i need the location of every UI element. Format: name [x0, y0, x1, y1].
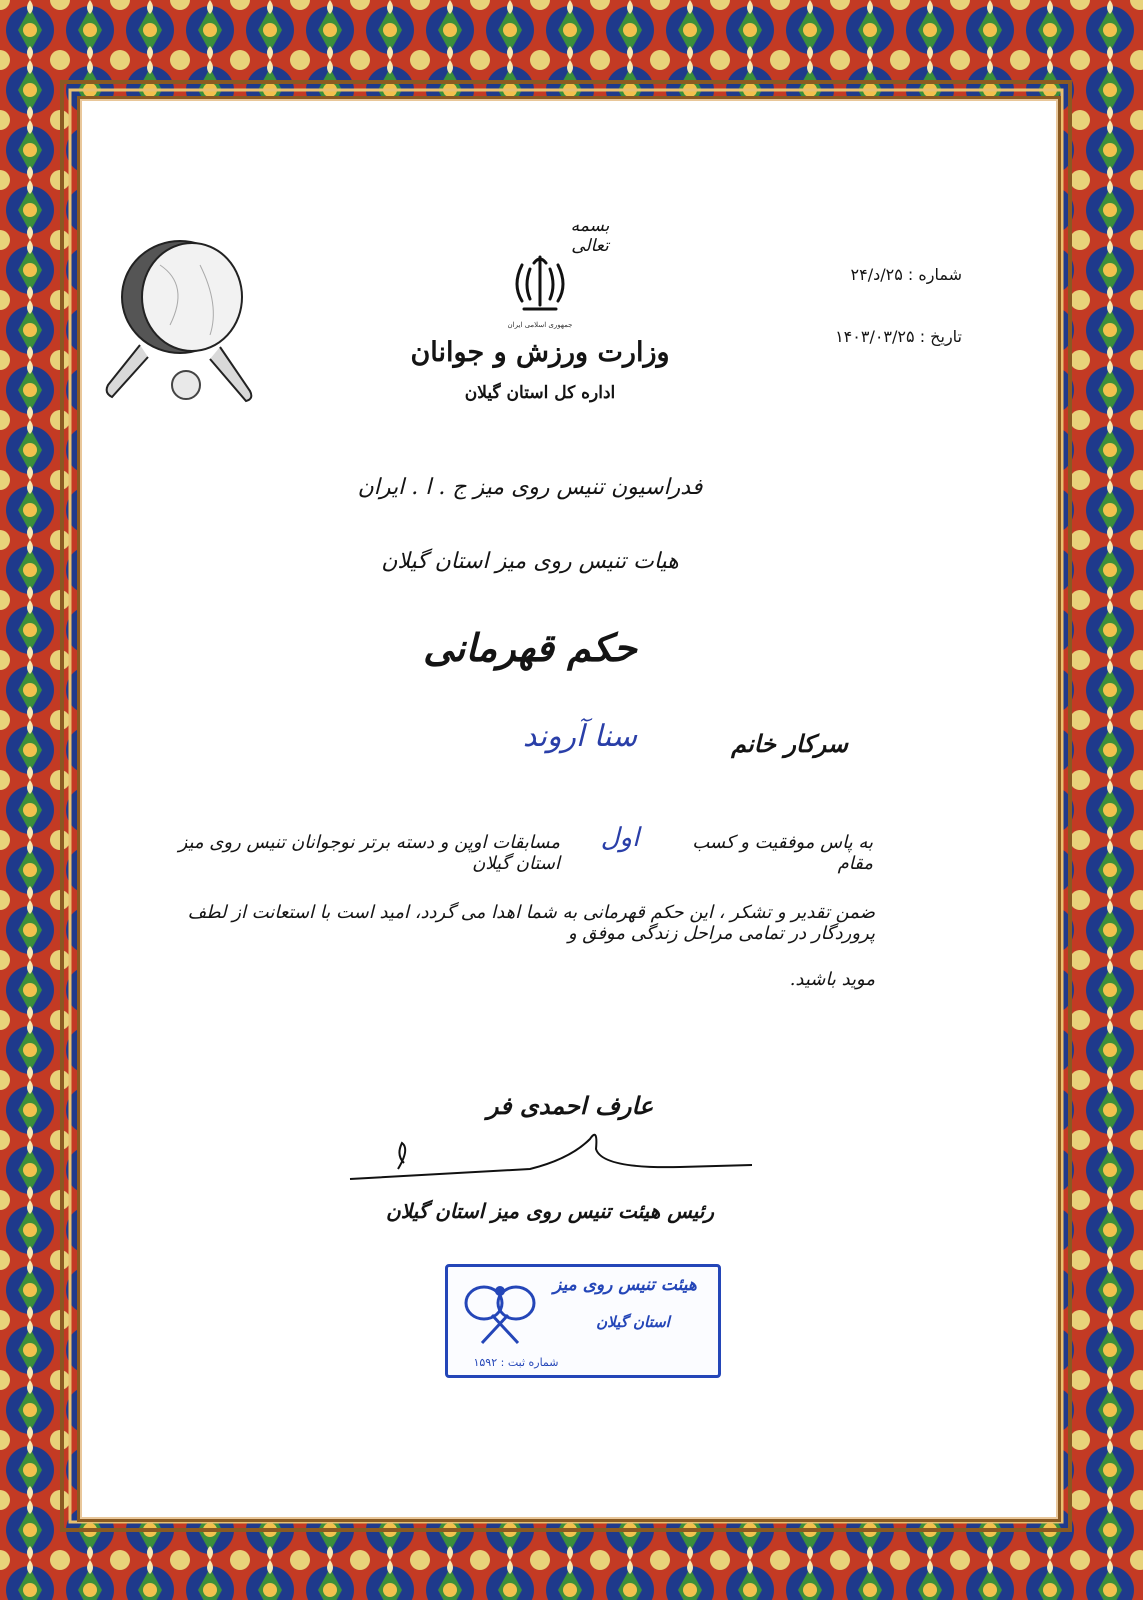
stamp-province: استان گیلان [596, 1313, 670, 1331]
handwritten-signature [340, 1099, 760, 1209]
signer-title: رئیس هیئت تنیس روی میز استان گیلان [386, 1199, 714, 1223]
certificate-paper [77, 96, 1061, 1522]
date-label: تاریخ : [919, 327, 962, 346]
emblem-caption: جمهوری اسلامی ایران [507, 321, 573, 329]
official-stamp [445, 1264, 721, 1378]
table-tennis-paddles-icon [100, 235, 260, 411]
body-line-2: ضمن تقدیر و تشکر ، این حکم قهرمانی به شما اهدا می گردد، امید است با استعانت از لطف پروردگار در تمامی مراحل زندگی موفق و [187, 902, 875, 944]
iran-emblem-icon [508, 249, 572, 317]
rank-value: اول [600, 823, 640, 853]
letter-number [740, 265, 962, 284]
number-value: ۲۵/د/۲۴ [850, 265, 903, 284]
date-value: ۱۴۰۳/۰۳/۲۵ [835, 327, 915, 346]
letter-date [740, 327, 962, 346]
stamp-registration: شماره ثبت : ۱۵۹۲ [473, 1356, 559, 1369]
stamp-title: هیئت تنیس روی میز [553, 1275, 697, 1295]
salutation: سرکار خانم [731, 729, 848, 758]
basmala: بسمه تعالی [570, 216, 610, 256]
signer-name: عارف احمدی فر [486, 1091, 654, 1120]
body-line-1-start: به پاس موفقیت و کسب مقام [692, 832, 873, 874]
recipient-name: سنا آروند [522, 719, 638, 754]
committee-name: هیات تنیس روی میز استان گیلان [381, 549, 679, 574]
ministry-name: وزارت ورزش و جوانان [410, 337, 670, 368]
certificate-title: حکم قهرمانی [423, 625, 637, 670]
body-line-3: موید باشید. [789, 969, 875, 990]
federation-name: فدراسیون تنیس روی میز ج . ا . ایران [357, 475, 703, 500]
number-label: شماره : [907, 265, 962, 284]
office-name: اداره کل استان گیلان [464, 383, 616, 403]
body-line-1-end: مسابقات اوپن و دسته برتر نوجوانان تنیس روی میز استان گیلان [178, 832, 560, 874]
crossed-paddles-icon [460, 1281, 540, 1347]
